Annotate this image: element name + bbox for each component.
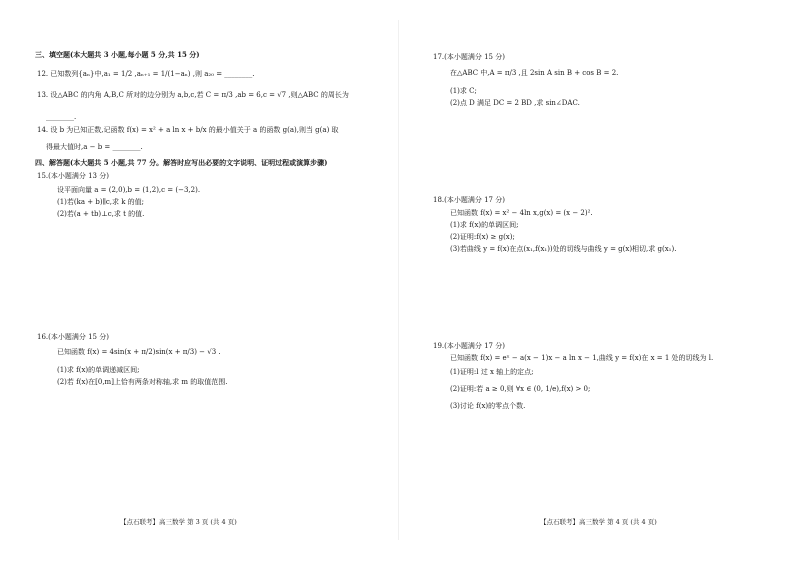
question-19-stem: 已知函数 f(x) = eˣ − a(x − 1)x − a ln x − 1,曲线 y = f(x)在 x = 1 处的切线为 l. bbox=[450, 354, 714, 362]
question-17-part-1: (1)求 C; bbox=[450, 87, 477, 95]
question-19-title: 19.(本小题满分 17 分) bbox=[433, 342, 505, 350]
section-3-heading: 三、填空题(本大题共 3 小题,每小题 5 分,共 15 分) bbox=[35, 50, 200, 59]
question-15-title: 15.(本小题满分 13 分) bbox=[37, 172, 109, 180]
question-17-part-2: (2)点 D 满足 DC = 2 BD ,求 sin∠DAC. bbox=[450, 99, 580, 107]
page-4-footer: 【点石联考】高三数学 第 4 页 (共 4 页) bbox=[540, 518, 657, 526]
question-14-line-1: 14. 设 b 为已知正数,记函数 f(x) = x² + a ln x + b/x 的最小值关于 a 的函数 g(a),则当 g(a) 取 bbox=[37, 126, 339, 134]
question-16-part-2: (2)若 f(x)在[0,m]上恰有两条对称轴,求 m 的取值范围. bbox=[57, 378, 228, 386]
question-19-part-1: (1)证明:l 过 x 轴上的定点; bbox=[450, 368, 534, 376]
question-14-line-2: 得最大值时,a − b = ________. bbox=[46, 143, 143, 151]
question-12: 12. 已知数列{aₙ}中,a₁ = 1/2 ,aₙ₊₁ = 1/(1−aₙ) ,则 a₂₀ = ________. bbox=[37, 70, 255, 78]
question-19-part-3: (3)讨论 f(x)的零点个数. bbox=[450, 402, 526, 410]
question-15-part-1: (1)若(ka + b)∥c,求 k 的值; bbox=[57, 198, 145, 206]
question-13-line-1: 13. 设△ABC 的内角 A,B,C 所对的边分别为 a,b,c,若 C = π/3 ,ab = 6,c = √7 ,则△ABC 的周长为 bbox=[37, 91, 349, 99]
page-3-footer: 【点石联考】高三数学 第 3 页 (共 4 页) bbox=[120, 518, 237, 526]
question-18-title: 18.(本小题满分 17 分) bbox=[433, 196, 505, 204]
question-17-stem: 在△ABC 中,A = π/3 ,且 2sin A sin B + cos B = 2. bbox=[450, 69, 619, 77]
question-15-part-2: (2)若(a + tb)⊥c,求 t 的值. bbox=[57, 210, 145, 218]
section-4-heading: 四、解答题(本大题共 5 小题,共 77 分。解答时应写出必要的文字说明、证明过程或演算步骤) bbox=[35, 158, 328, 167]
question-18-stem: 已知函数 f(x) = x² − 4ln x,g(x) = (x − 2)². bbox=[450, 209, 593, 217]
question-16-part-1: (1)求 f(x)的单调递减区间; bbox=[57, 366, 140, 374]
question-18-part-1: (1)求 f(x)的单调区间; bbox=[450, 221, 519, 229]
question-18-part-2: (2)证明:f(x) ≥ g(x); bbox=[450, 233, 515, 241]
question-18-part-3: (3)若曲线 y = f(x)在点(x₁,f(x₁))处的切线与曲线 y = g(x)相切,求 g(x₁). bbox=[450, 245, 677, 253]
question-16-title: 16.(本小题满分 15 分) bbox=[37, 333, 109, 341]
question-19-part-2: (2)证明:若 a ≥ 0,则 ∀x ∈ (0, 1/e),f(x) > 0; bbox=[450, 385, 591, 393]
question-13-line-2: ________. bbox=[46, 113, 77, 121]
question-17-title: 17.(本小题满分 15 分) bbox=[433, 53, 505, 61]
question-16-stem: 已知函数 f(x) = 4sin(x + π/2)sin(x + π/3) − √3 . bbox=[57, 348, 221, 356]
question-15-stem: 设平面向量 a = (2,0),b = (1,2),c = (−3,2). bbox=[57, 186, 201, 194]
exam-page-4 bbox=[400, 0, 800, 564]
